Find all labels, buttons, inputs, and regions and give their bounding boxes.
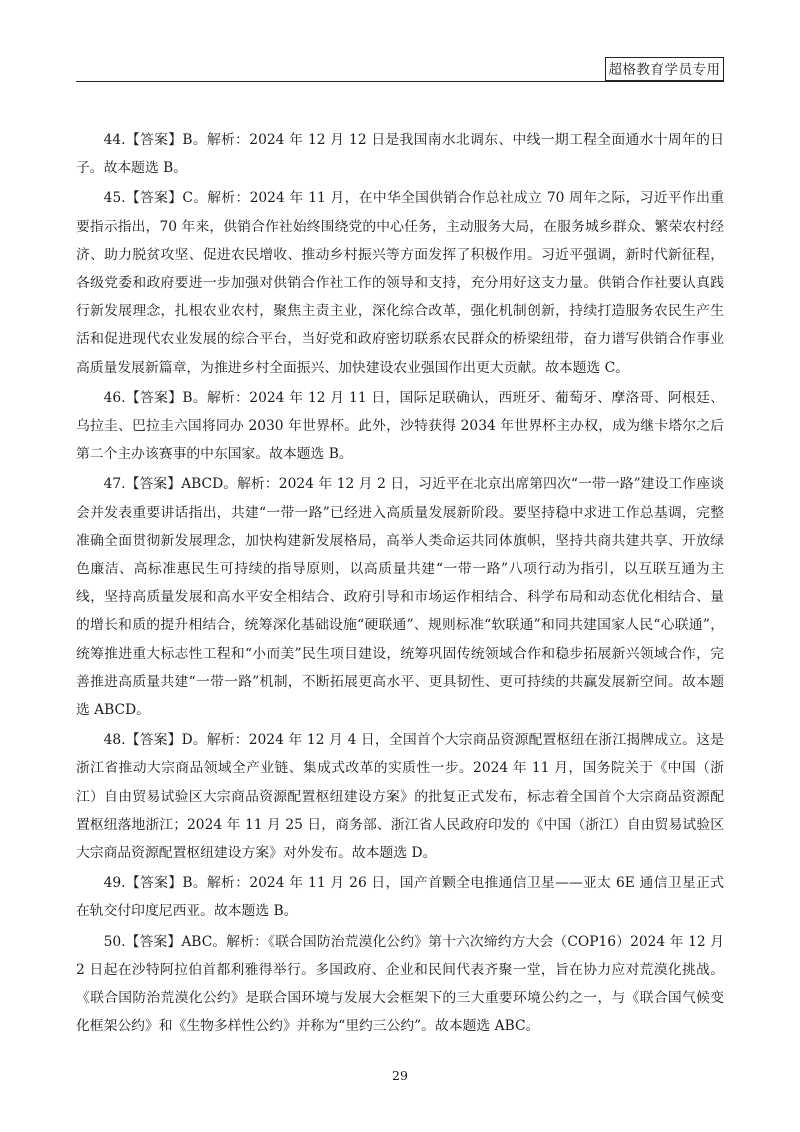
- paragraph-49: [76, 869, 724, 925]
- page-number: 29: [392, 1068, 408, 1083]
- answer-mark: 【答案】: [125, 875, 183, 892]
- answer-mark: 【答案】: [125, 732, 182, 749]
- answer-mark: 【答案】: [125, 933, 182, 950]
- paragraph-48: [76, 726, 724, 867]
- paragraph-44: [76, 126, 724, 182]
- question-number: 46.: [103, 389, 126, 406]
- explanation-text: 。解析：2024 年 12 月 4 日，全国首个大宗商品资源配置枢纽在浙江揭牌成立。这是浙江省推动大宗商品领域全产业链、集成式改革的实质性一步。2024 年 11 月，国务院关于《中国（浙江）自由贸易试验区大宗商品资源配置枢纽建设方案》的批复正式发布，标志着全国首个大宗商品资源配置枢纽落地浙江；2024 年 11 月 25 日，商务部、浙江省人民政府印发的《中国（浙江）自由贸易试验区大宗商品资源配置枢纽建设方案》对外发布。故本题选 D。: [76, 732, 724, 862]
- paragraph-46: [76, 384, 724, 469]
- question-number: 50.: [103, 933, 126, 950]
- header-label: 超格教育学员专用: [605, 57, 724, 81]
- answer-mark: 【答案】: [125, 132, 183, 148]
- header-divider: [76, 81, 724, 82]
- answer-choice: ABCD: [181, 476, 224, 493]
- answer-choice: B: [182, 875, 193, 892]
- paragraph-47: [76, 470, 724, 724]
- answer-choice: ABC: [181, 933, 213, 950]
- answer-choice: D: [181, 732, 193, 749]
- question-number: 49.: [103, 875, 126, 892]
- explanation-text: 。解析：2024 年 11 月 26 日，国产首颗全电推通信卫星——亚太 6E 通信卫星正式在轨交付印度尼西亚。故本题选 B。: [76, 875, 724, 920]
- answer-mark: 【答案】: [125, 389, 183, 406]
- answer-choice: C: [182, 190, 193, 207]
- explanation-text: 。解析：《联合国防治荒漠化公约》第十六次缔约方大会（COP16）2024 年 12 月 2 日起在沙特阿拉伯首都利雅得举行。多国政府、企业和民间代表齐聚一堂，旨在协力应对荒漠化挑战。《联合国防治荒漠化公约》是联合国环境与发展大会框架下的三大重要环境公约之一，与《联合国气候变化框架公约》和《生物多样性公约》并称为“里约三公约”。故本题选 ABC。: [76, 933, 724, 1035]
- explanation-text: 。解析：2024 年 11 月，在中华全国供销合作总社成立 70 周年之际，习近平作出重要指示指出，70 年来，供销合作社始终围绕党的中心任务，主动服务大局，在服务城乡群众、繁荣农村经济、助力脱贫攻坚、促进农民增收、推动乡村振兴等方面发挥了积极作用。习近平强调，新时代新征程，各级党委和政府要进一步加强对供销合作社工作的领导和支持，充分用好这支力量。供销合作社要认真践行新发展理念，扎根农业农村，聚焦主责主业，深化综合改革，强化机制创新，持续打造服务农民生产生活和促进现代农业发展的综合平台，当好党和政府密切联系农民群众的桥梁纽带，奋力谱写供销合作事业高质量发展新篇章，为推进乡村全面振兴、加快建设农业强国作出更大贡献。故本题选 C。: [76, 190, 725, 376]
- question-number: 45.: [103, 190, 126, 207]
- answer-mark: 【答案】: [125, 476, 182, 493]
- answer-mark: 【答案】: [125, 190, 183, 207]
- paragraph-50: [76, 928, 724, 1041]
- question-number: 47.: [103, 476, 126, 493]
- explanation-text: 。解析：2024 年 12 月 11 日，国际足联确认，西班牙、葡萄牙、摩洛哥、阿根廷、乌拉圭、巴拉圭六国将同办 2030 年世界杯。此外，沙特获得 2034 年世界杯主办权，成为继卡塔尔之后第二个主办该赛事的中东国家。故本题选 B。: [76, 389, 725, 463]
- explanation-text: 。解析：2024 年 12 月 12 日是我国南水北调东、中线一期工程全面通水十周年的日子。故本题选 B。: [76, 132, 725, 177]
- question-number: 48.: [103, 732, 126, 749]
- question-number: 44.: [103, 132, 126, 148]
- explanation-text: 。解析：2024 年 12 月 2 日，习近平在北京出席第四次“一带一路”建设工作座谈会并发表重要讲话指出，共建“一带一路”已经进入高质量发展新阶段。要坚持稳中求进工作总基调，完整准确全面贯彻新发展理念，加快构建新发展格局，高举人类命运共同体旗帜，坚持共商共建共享、开放绿色廉洁、高标准惠民生可持续的指导原则，以高质量共建“一带一路”八项行动为指引，以互联互通为主线，坚持高质量发展和高水平安全相结合、政府引导和市场运作相结合、科学布局和动态优化相结合、量的增长和质的提升相结合，统筹深化基础设施“硬联通”、规则标准“软联通”和同共建国家人民“心联通”，统筹推进重大标志性工程和“小而美”民生项目建设，统筹巩固传统领域合作和稳步拓展新兴领域合作，完善推进高质量共建“一带一路”机制，不断拓展更高水平、更具韧性、更可持续的共赢发展新空间。故本题选 ABCD。: [76, 476, 724, 719]
- answer-choice: B: [182, 132, 193, 148]
- paragraph-45: [76, 184, 724, 381]
- answer-choice: B: [182, 389, 193, 406]
- answer-explanations: [76, 126, 724, 1043]
